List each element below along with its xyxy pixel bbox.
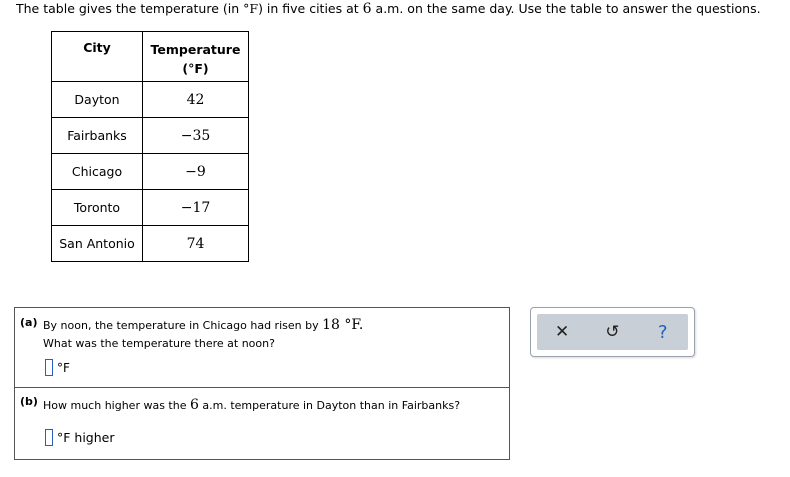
table-row — [52, 190, 249, 226]
question-b-text-end: a.m. temperature in Dayton than in Fairbanks? — [198, 399, 461, 412]
question-a-line1 — [43, 317, 363, 333]
question-b — [15, 387, 509, 460]
city-cell: Chicago — [52, 154, 143, 190]
table-header-row — [52, 32, 249, 82]
temp-cell: 74 — [143, 226, 249, 262]
city-cell: Toronto — [52, 190, 143, 226]
undo-icon: ↺ — [605, 322, 620, 342]
temperature-table — [51, 31, 249, 262]
intro-part2: ) in five cities at — [258, 1, 363, 16]
toolbar-buttons — [537, 314, 688, 350]
intro-part1: The table gives the temperature (in — [16, 1, 244, 16]
question-b-label: (b) — [20, 395, 38, 408]
header-temperature — [143, 32, 249, 82]
question-b-text: How much higher was the — [43, 399, 190, 412]
question-a-line2: What was the temperature there at noon? — [43, 337, 275, 350]
answer-b-row — [45, 429, 115, 446]
questions-panel — [14, 307, 510, 460]
question-a-number: 18 — [322, 317, 340, 333]
table-row — [52, 226, 249, 262]
temp-cell: −9 — [143, 154, 249, 190]
question-a-unit: °F — [339, 317, 359, 333]
table-row — [52, 82, 249, 118]
city-cell: Dayton — [52, 82, 143, 118]
question-a-text: By noon, the temperature in Chicago had risen by — [43, 319, 323, 332]
answer-a-input[interactable] — [45, 359, 53, 376]
answer-a-row — [45, 359, 70, 376]
question-a — [15, 308, 509, 388]
table-row — [52, 154, 249, 190]
city-cell: San Antonio — [52, 226, 143, 262]
answer-b-input[interactable] — [45, 429, 53, 446]
help-button[interactable] — [648, 317, 678, 347]
clear-button[interactable] — [547, 317, 577, 347]
question-a-period: . — [358, 317, 364, 333]
table-row — [52, 118, 249, 154]
intro-unit: °F — [243, 1, 259, 16]
temp-cell: 42 — [143, 82, 249, 118]
answer-toolbar — [530, 307, 695, 357]
instructions-text — [16, 1, 761, 17]
question-b-number: 6 — [189, 397, 199, 413]
header-city: City — [52, 32, 143, 82]
city-cell: Fairbanks — [52, 118, 143, 154]
answer-a-unit: °F — [57, 360, 70, 375]
intro-part3: a.m. on the same day. Use the table to answer the questions. — [371, 1, 761, 16]
help-icon: ? — [658, 321, 668, 343]
close-icon: ✕ — [555, 322, 570, 342]
answer-b-unit: °F higher — [57, 430, 115, 445]
header-temp-line1: Temperature — [150, 42, 241, 57]
header-temp-line2: (°F) — [182, 61, 209, 76]
temp-cell: −17 — [143, 190, 249, 226]
undo-button[interactable] — [597, 317, 627, 347]
question-a-label: (a) — [20, 316, 38, 329]
intro-hour: 6 — [362, 1, 372, 17]
question-b-line1 — [43, 397, 460, 413]
temp-cell: −35 — [143, 118, 249, 154]
